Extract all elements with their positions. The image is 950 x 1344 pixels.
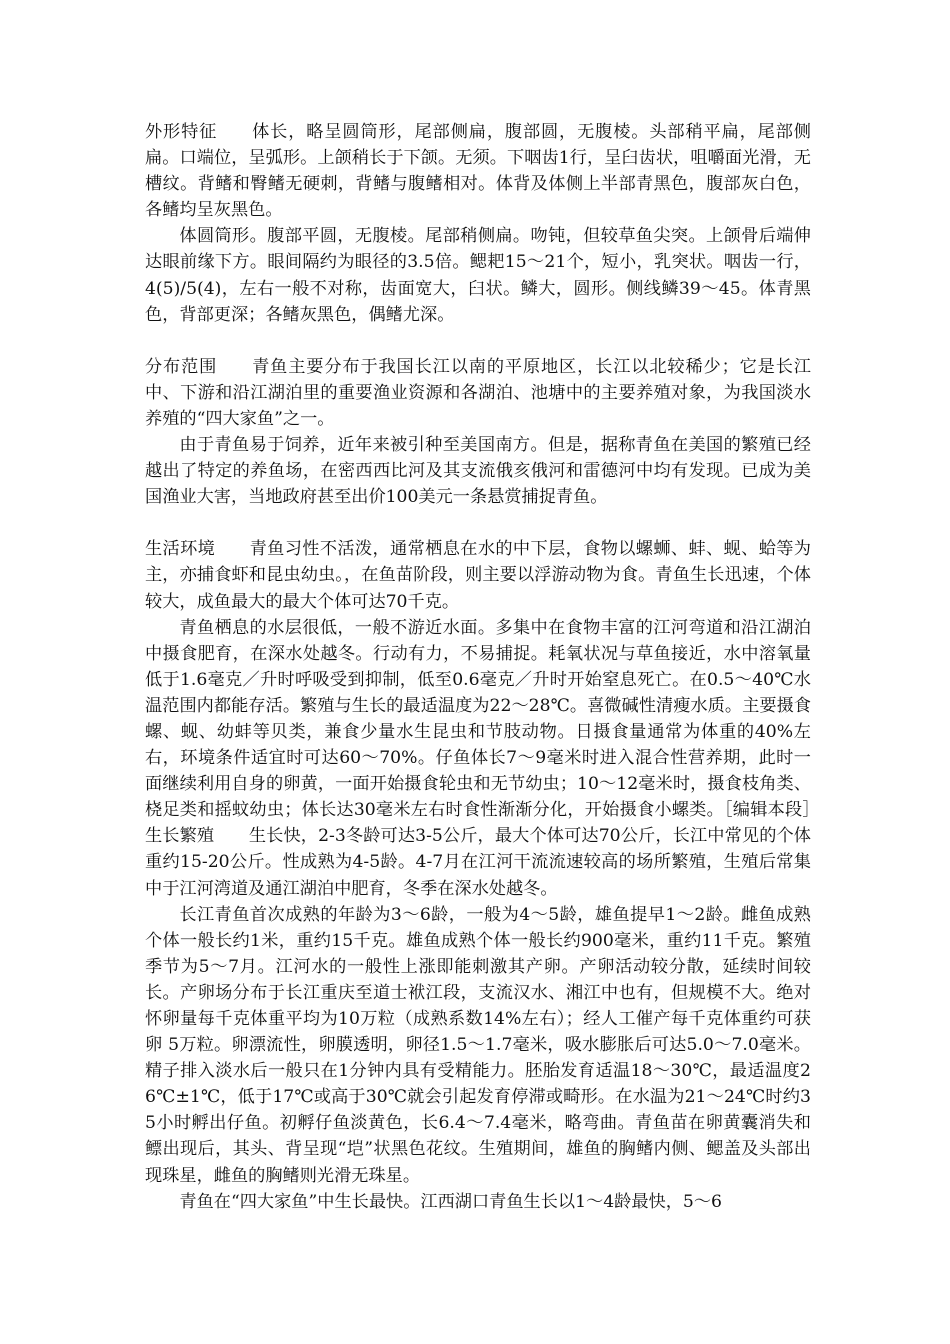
section-heading-habitat: 生活环境 (145, 539, 216, 560)
paragraph-text: 青鱼习性不活泼，通常栖息在水的中下层，食物以螺蛳、蚌、蚬、蛤等为主，亦捕食虾和昆虫幼虫。，在鱼苗阶段，则主要以浮游动物为食。青鱼生长迅速，个体较大，成鱼最大的最大个体可达70千克。 (145, 539, 811, 612)
section-heading-distribution: 分布范围 (145, 356, 218, 377)
paragraph-habitat-ecology: 青鱼栖息的水层很低，一般不游近水面。多集中在食物丰富的江河弯道和沿江湖泊中摄食肥育，在深水处越冬。行动有力，不易捕捉。耗氧状况与草鱼接近，水中溶氧量低于1.6毫克／升时呼吸受到抑制，低至0.6毫克／升时开始窒息死亡。在0.5～40℃水温范围内都能存活。繁殖与生长的最适温度为22～28℃。喜微碱性清瘦水质。主要摄食螺、蚬、幼蚌等贝类，兼食少量水生昆虫和节肢动物。日摄食量通常为体重的40%左右，环境条件适宜时可达60～70%。仔鱼体长7～9毫米时进入混合性营养期，此时一面继续利用自身的卵黄，一面开始摄食轮虫和无节幼虫；10～12毫米时，摄食枝角类、桡足类和摇蚊幼虫；体长达30毫米左右时食性渐渐分化，开始摄食小螺类。［编辑本段］生长繁殖 生长快，2-3冬龄可达3-5公斤，最大个体可达70公斤，长江中常见的个体重约15-20公斤。性成熟为4-5龄。4-7月在江河干流流速较高的场所繁殖，生殖后常集中于江河湾道及通江湖泊中肥育，冬季在深水处越冬。 (145, 617, 811, 899)
section-heading-morphology: 外形特征 (145, 122, 218, 142)
paragraph-text: 体长，略呈圆筒形，尾部侧扁，腹部圆，无腹棱。头部稍平扁，尾部侧扁。口端位，呈弧形。上颌稍长于下颌。无须。下咽齿1行，呈臼齿状，咀嚼面光滑，无槽纹。背鳍和臀鳍无硬刺，背鳍与腹鳍相对。体背及体侧上半部青黑色，腹部灰白色，各鳍均呈灰黑色。 (145, 122, 811, 221)
paragraph-text: 青鱼主要分布于我国长江以南的平原地区，长江以北较稀少；它是长江中、下游和沿江湖泊里的重要渔业资源和各湖泊、池塘中的主要养殖对象，为我国淡水养殖的“四大家鱼”之一。 (145, 356, 811, 429)
section-spacer (145, 328, 811, 354)
paragraph-morphology-detail: 体圆筒形。腹部平圆，无腹棱。尾部稍侧扁。吻钝，但较草鱼尖突。上颌骨后端伸达眼前缘下方。眼间隔约为眼径的3.5倍。鳃耙15～21个，短小，乳突状。咽齿一行，4(5)/5(4)，左右一般不对称，齿面宽大，臼状。鳞大，圆形。侧线鳞39～45。体青黑色，背部更深；各鳍灰黑色，偶鳍尤深。 (145, 226, 811, 325)
paragraph-distribution-intro (145, 354, 811, 432)
paragraph-morphology-intro (145, 119, 811, 223)
section-spacer (145, 510, 811, 536)
paragraph-distribution-usa: 由于青鱼易于饲养，近年来被引种至美国南方。但是，据称青鱼在美国的繁殖已经越出了特定的养鱼场，在密西西比河及其支流俄亥俄河和雷德河中均有发现。已成为美国渔业大害，当地政府甚至出价100美元一条悬赏捕捉青鱼。 (145, 435, 811, 508)
paragraph-habitat-intro (145, 536, 811, 614)
document-body (145, 119, 811, 1215)
paragraph-habitat-growth: 青鱼在“四大家鱼”中生长最快。江西湖口青鱼生长以1～4龄最快，5～6 (179, 1191, 722, 1212)
paragraph-habitat-reproduction: 长江青鱼首次成熟的年龄为3～6龄，一般为4～5龄，雄鱼提早1～2龄。雌鱼成熟个体一般长约1米，重约15千克。雄鱼成熟个体一般长约900毫米，重约11千克。繁殖季节为5～7月。江河水的一般性上涨即能刺激其产卵。产卵活动较分散，延续时间较长。产卵场分布于长江重庆至道士袱江段，支流汉水、湘江中也有，但规模不大。绝对怀卵量每千克体重平均为10万粒（成熟系数14%左右）；经人工催产每千克体重约可获卵 5万粒。卵漂流性，卵膜透明，卵径1.5～1.7毫米，吸水膨胀后可达5.0～7.0毫米。精子排入淡水后一般只在1分钟内具有受精能力。胚胎发育适温18～30℃，最适温度26℃±1℃，低于17℃或高于30℃就会引起发育停滞或畸形。在水温为21～24℃时约35小时孵出仔鱼。初孵仔鱼淡黄色，长6.4～7.4毫米，略弯曲。青鱼苗在卵黄囊消失和鳔出现后，其头、背呈现“垲”状黑色花纹。生殖期间，雄鱼的胸鳍内侧、鳃盖及头部出现珠星，雌鱼的胸鳍则光滑无珠星。 (145, 904, 811, 1186)
